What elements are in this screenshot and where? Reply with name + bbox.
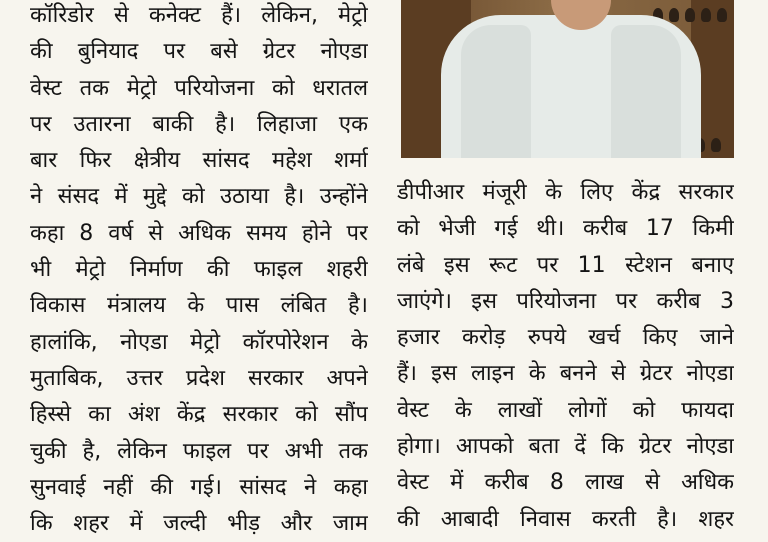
text-line: डीपीआर मंजूरी के लिए केंद्र सरकार — [397, 180, 734, 205]
text-line: वेस्ट तक मेट्रो परियोजना को धरातल — [30, 75, 368, 101]
text-line: विकास मंत्रालय के पास लंबित है। — [30, 293, 368, 319]
text-line: मुताबिक, उत्तर प्रदेश सरकार अपने — [30, 365, 368, 391]
article-column-left — [30, 0, 368, 542]
text-line: हालांकि, नोएडा मेट्रो कॉरपोरेशन के — [30, 329, 368, 355]
text-line: कि शहर में जल्दी भीड़ और जाम — [30, 511, 368, 537]
text-line: की बुनियाद पर बसे ग्रेटर नोएडा — [30, 39, 368, 65]
text-line: चुकी है, लेकिन फाइल पर अभी तक — [30, 438, 368, 464]
text-line: कॉरिडोर से कनेक्ट हैं। लेकिन, मेट्रो — [30, 3, 368, 28]
text-line: वेस्ट में करीब 8 लाख से अधिक — [397, 470, 734, 496]
article-column-right — [397, 175, 734, 538]
text-line: कहा 8 वर्ष से अधिक समय होने पर — [30, 220, 368, 246]
text-line: होगा। आपको बता दें कि ग्रेटर नोएडा — [397, 434, 734, 460]
text-line: भी मेट्रो निर्माण की फाइल शहरी — [30, 257, 368, 283]
text-line: हैं। इस लाइन के बनने से ग्रेटर नोएडा — [397, 361, 734, 387]
text-line: सुनवाई नहीं की गई। सांसद ने कहा — [30, 474, 368, 500]
mp-photo — [401, 0, 734, 158]
text-line: हजार करोड़ रुपये खर्च किए जाने — [397, 325, 734, 351]
text-line: लंबे इस रूट पर 11 स्टेशन बनाए — [397, 252, 734, 278]
text-line: वेस्ट के लाखों लोगों को फायदा — [397, 397, 734, 423]
text-line: जाएंगे। इस परियोजना पर करीब 3 — [397, 288, 734, 314]
text-line: बार फिर क्षेत्रीय सांसद महेश शर्मा — [30, 148, 368, 174]
text-line: पर उतारना बाकी है। लिहाजा एक — [30, 111, 368, 137]
text-line: हिस्से का अंश केंद्र सरकार को सौंप — [30, 402, 368, 428]
text-line: ने संसद में मुद्दे को उठाया है। उन्होंने — [30, 184, 368, 210]
text-line: की आबादी निवास करती है। शहर — [397, 506, 734, 532]
text-line: को भेजी गई थी। करीब 17 किमी — [397, 216, 734, 242]
